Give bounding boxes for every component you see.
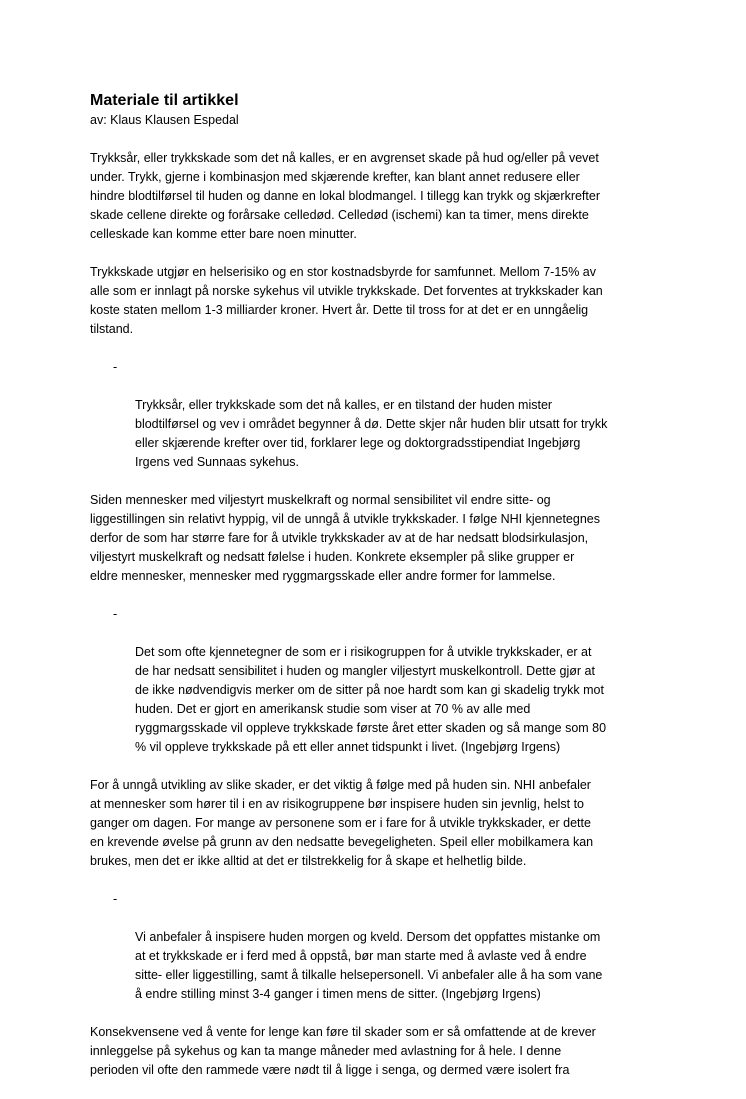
paragraph: Siden mennesker med viljestyrt muskelkraft og normal sensibilitet vil endre sitte- og liggestillingen sin relativt hyppig, vil de unngå å utvikle trykkskader. I følge NHI kjennetegnes derfor de som har større fare for å utvikle trykkskader av at de har nedsatt blodsirkulasjon, viljestyrt muskelkraft og nedsatt følelse i huden. Konkrete eksempler på slike grupper er eldre mennesker, mennesker med ryggmargsskade eller andre former for lammelse. [90,493,600,583]
quote-text: Trykksår, eller trykkskade som det nå kalles, er en tilstand der huden mister blodtilførsel og vev i området begynner å dø. Dette skjer når huden blir utsatt for trykk eller skjærende krefter over tid, forklarer lege og doktorgradsstipendiat Ingebjørg Irgens ved Sunnaas sykehus. [135,398,608,469]
paragraph: Trykksår, eller trykkskade som det nå kalles, er en avgrenset skade på hud og/eller på vevet under. Trykk, gjerne i kombinasjon med skjærende krefter, kan blant annet redusere eller hindre blodtilførsel til huden og danne en lokal blodmangel. I tillegg kan trykk og skjærkrefter skade cellene direkte og forårsake celledød. Celledød (ischemi) kan ta timer, mens direkte celleskade kan komme etter bare noen minutter. [90,151,600,241]
quote-list-item [90,358,665,472]
document-byline: av: Klaus Klausen Espedal [90,113,239,127]
list-dash: - [113,892,118,906]
quote-text: Det som ofte kjennetegner de som er i risikogruppen for å utvikle trykkskader, er at de har nedsatt sensibilitet i huden og mangler viljestyrt muskelkontroll. Dette gjør at de ikke nødvendigvis merker om de sitter på noe hardt som kan gi skadelig trykk mot huden. Det er gjort en amerikansk studie som viser at 70 % av alle med ryggmargsskade vil oppleve trykkskade første året etter skaden og så mange som 80 % vil oppleve trykkskade på ett eller annet tidspunkt i livet. (Ingebjørg Irgens) [135,645,607,754]
quote-text: Vi anbefaler å inspisere huden morgen og kveld. Dersom det oppfattes mistanke om at et trykkskade er i ferd med å oppstå, bør man starte med å avlaste ved å endre sitte- eller liggestilling, samt å tilkalle helsepersonell. Vi anbefaler alle å ha som vane å endre stilling minst 3-4 ganger i timen mens de sitter. (Ingebjørg Irgens) [135,930,603,1001]
document-page [90,91,665,1099]
quote-list-item [90,605,665,757]
list-dash: - [113,360,118,374]
paragraph: Konsekvensene ved å vente for lenge kan føre til skader som er så omfattende at de krever innleggelse på sykehus og kan ta mange måneder med avlastning for å hele. I denne perioden vil ofte den rammede være nødt til å ligge i senga, og dermed være isolert fra [90,1025,596,1077]
paragraph: For å unngå utvikling av slike skader, er det viktig å følge med på huden sin. NHI anbefaler at mennesker som hører til i en av risikogruppene bør inspisere huden sin jevnlig, helst to ganger om dagen. For mange av personene som er i fare for å utvikle trykkskader, er dette en krevende øvelse på grunn av den nedsatte bevegeligheten. Speil eller mobilkamera kan brukes, men det er ikke alltid at det er tilstrekkelig for å skape et helhetlig bilde. [90,778,594,868]
document-title: Materiale til artikkel [90,92,239,109]
paragraph: Trykkskade utgjør en helserisiko og en stor kostnadsbyrde for samfunnet. Mellom 7-15% av alle som er innlagt på norske sykehus vil utvikle trykkskade. Det forventes at trykkskader kan koste staten mellom 1-3 milliarder kroner. Hvert år. Dette til tross for at det er en unngåelig tilstand. [90,265,603,336]
list-dash: - [113,607,118,621]
quote-list-item [90,890,665,1004]
